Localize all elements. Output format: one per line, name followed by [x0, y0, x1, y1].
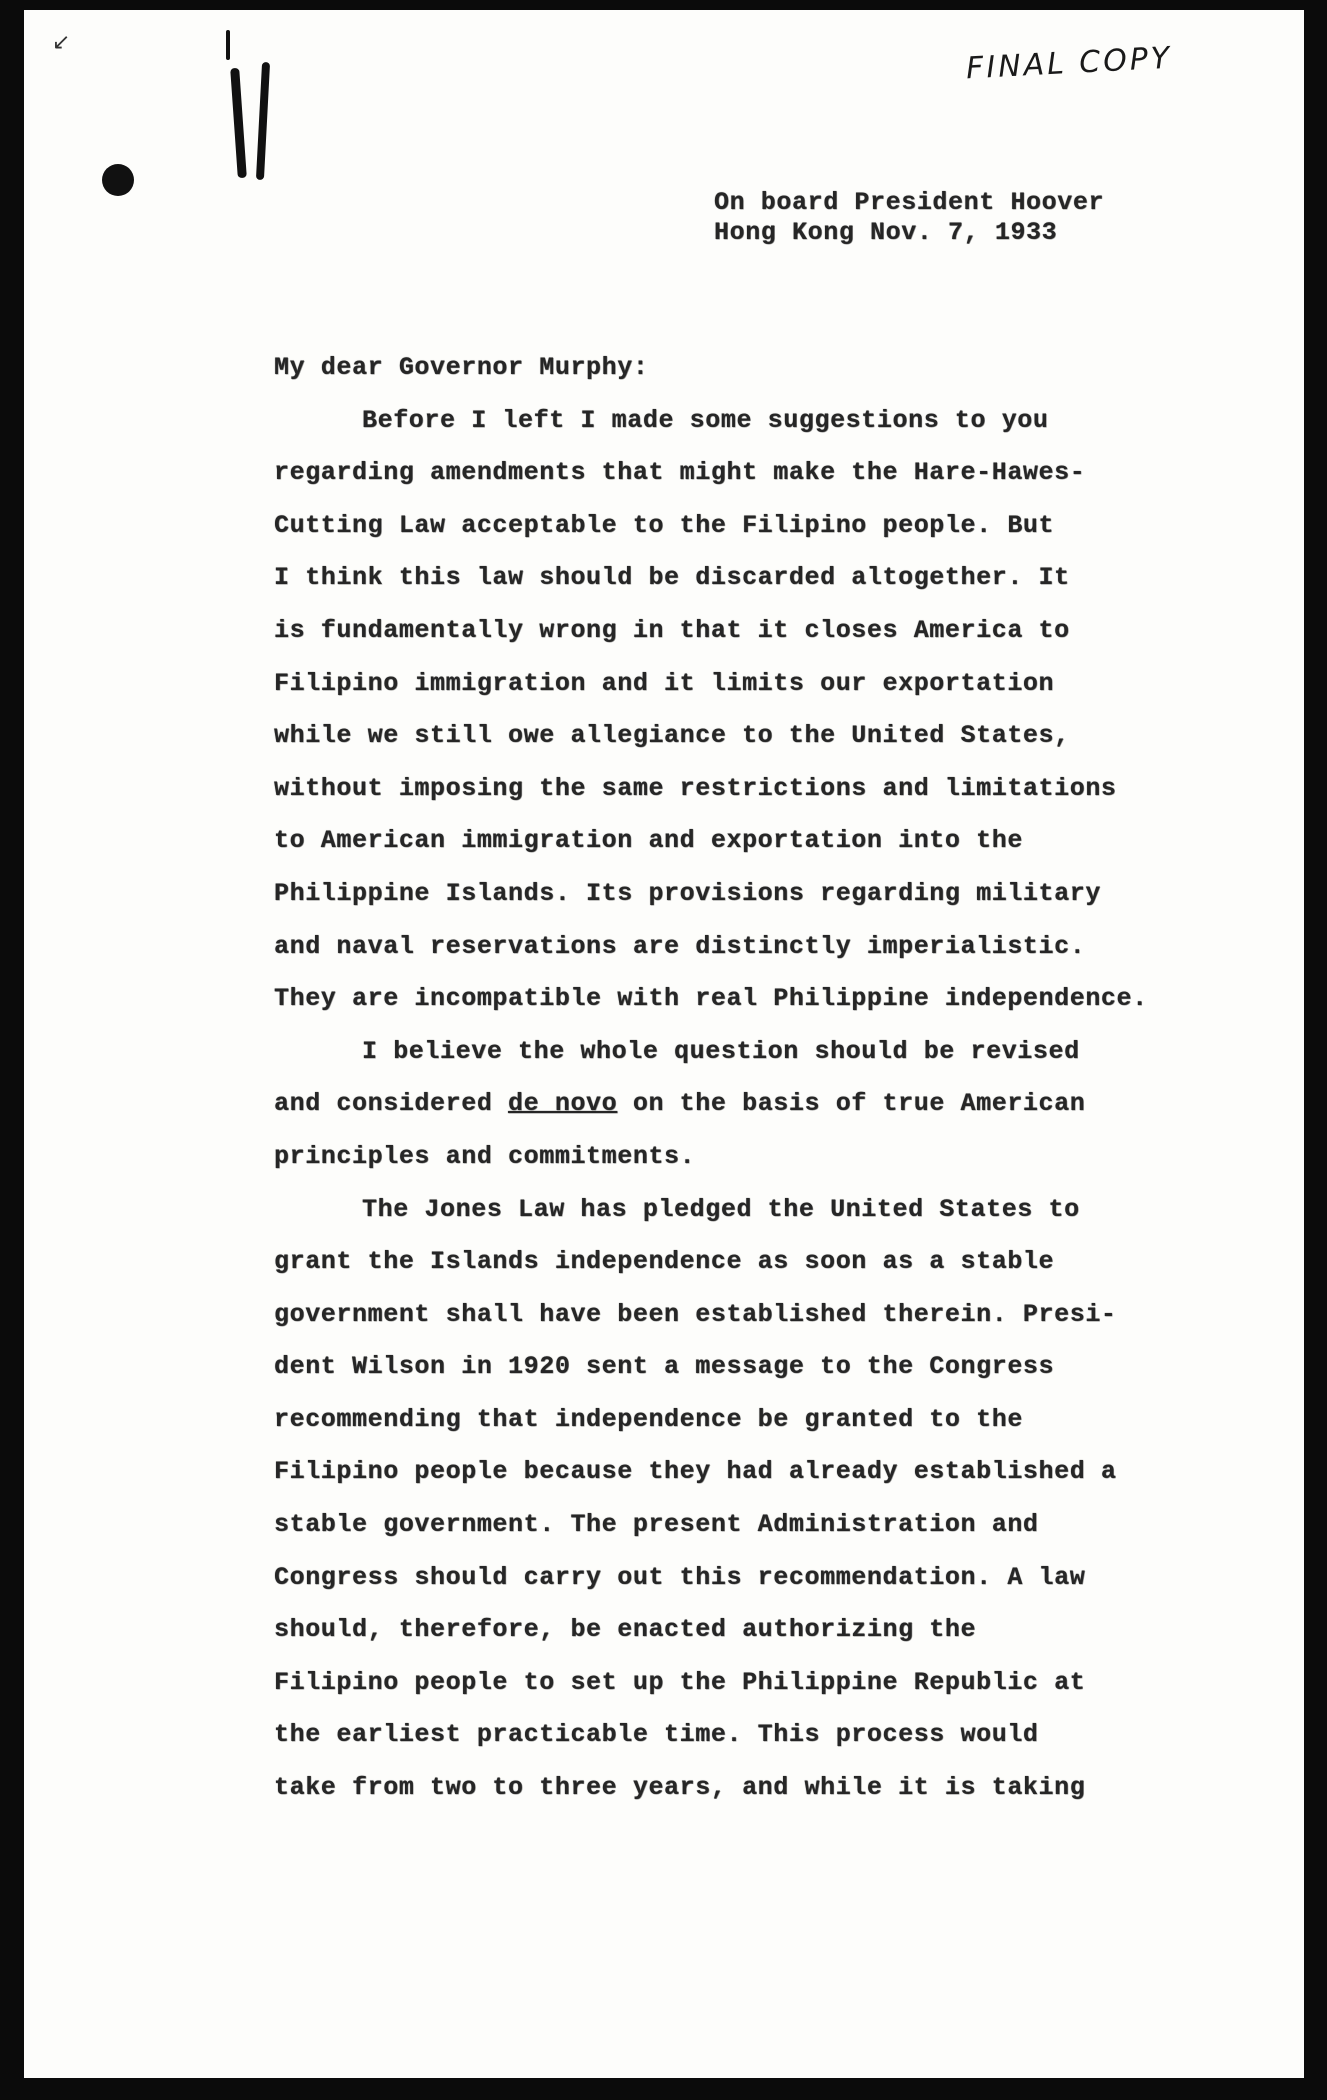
letter-line: Before I left I made some suggestions to you	[362, 405, 1049, 435]
underlined-phrase: de novo	[508, 1089, 618, 1119]
letter-line: regarding amendments that might make the Hare-Hawes-	[274, 458, 1086, 488]
letter-line: recommending that independence be granted to the	[274, 1404, 1023, 1434]
letter-body	[274, 342, 1148, 1815]
letter-line: Filipino people because they had already established a	[274, 1457, 1117, 1487]
letter-line: Philippine Islands. Its provisions regarding military	[274, 878, 1101, 908]
letter-line: I think this law should be discarded altogether. It	[274, 563, 1070, 593]
letter-line: Cutting Law acceptable to the Filipino people. But	[274, 510, 1055, 540]
pen-stroke	[256, 62, 270, 180]
letter-line: without imposing the same restrictions and limitations	[274, 773, 1117, 803]
line-text: on the basis of true American	[617, 1089, 1086, 1119]
letter-line: principles and commitments.	[274, 1141, 696, 1171]
corner-arrow-icon: ↙	[52, 30, 71, 55]
letter-line: Congress should carry out this recommendation. A law	[274, 1562, 1086, 1592]
letter-line: while we still owe allegiance to the United States,	[274, 721, 1070, 751]
header-date: Hong Kong Nov. 7, 1933	[714, 218, 1058, 247]
letter-line: dent Wilson in 1920 sent a message to the Congress	[274, 1352, 1055, 1382]
letter-line: take from two to three years, and while it is taking	[274, 1773, 1086, 1803]
letter-line: to American immigration and exportation into the	[274, 826, 1023, 856]
letter-line: grant the Islands independence as soon as a stable	[274, 1247, 1055, 1277]
line-text: and considered	[274, 1089, 509, 1119]
letter-line: Filipino immigration and it limits our exportation	[274, 668, 1055, 698]
letter-line: is fundamentally wrong in that it closes America to	[274, 615, 1070, 645]
letter-line: stable government. The present Administration and	[274, 1510, 1039, 1540]
letter-header	[714, 188, 1104, 248]
salutation: My dear Governor Murphy:	[274, 353, 649, 382]
letter-line: and naval reservations are distinctly imperialistic.	[274, 931, 1086, 961]
pen-stroke	[230, 68, 247, 178]
letter-line	[274, 1078, 1144, 1131]
punch-hole	[102, 164, 134, 196]
letter-lines	[274, 395, 1148, 1815]
letter-line: Filipino people to set up the Philippine Republic at	[274, 1667, 1086, 1697]
header-location: On board President Hoover	[714, 188, 1105, 217]
document-page	[24, 10, 1304, 2078]
letter-line: They are incompatible with real Philippine independence.	[274, 984, 1148, 1014]
letter-line: The Jones Law has pledged the United States to	[362, 1194, 1080, 1224]
letter-line: government shall have been established therein. Presi-	[274, 1299, 1117, 1329]
letter-line: I believe the whole question should be revised	[362, 1036, 1080, 1066]
letter-line: should, therefore, be enacted authorizing the	[274, 1615, 977, 1645]
handwritten-final-copy-label: FINAL COPY	[965, 40, 1174, 87]
pen-stroke	[226, 30, 230, 60]
letter-line: the earliest practicable time. This process would	[274, 1720, 1039, 1750]
